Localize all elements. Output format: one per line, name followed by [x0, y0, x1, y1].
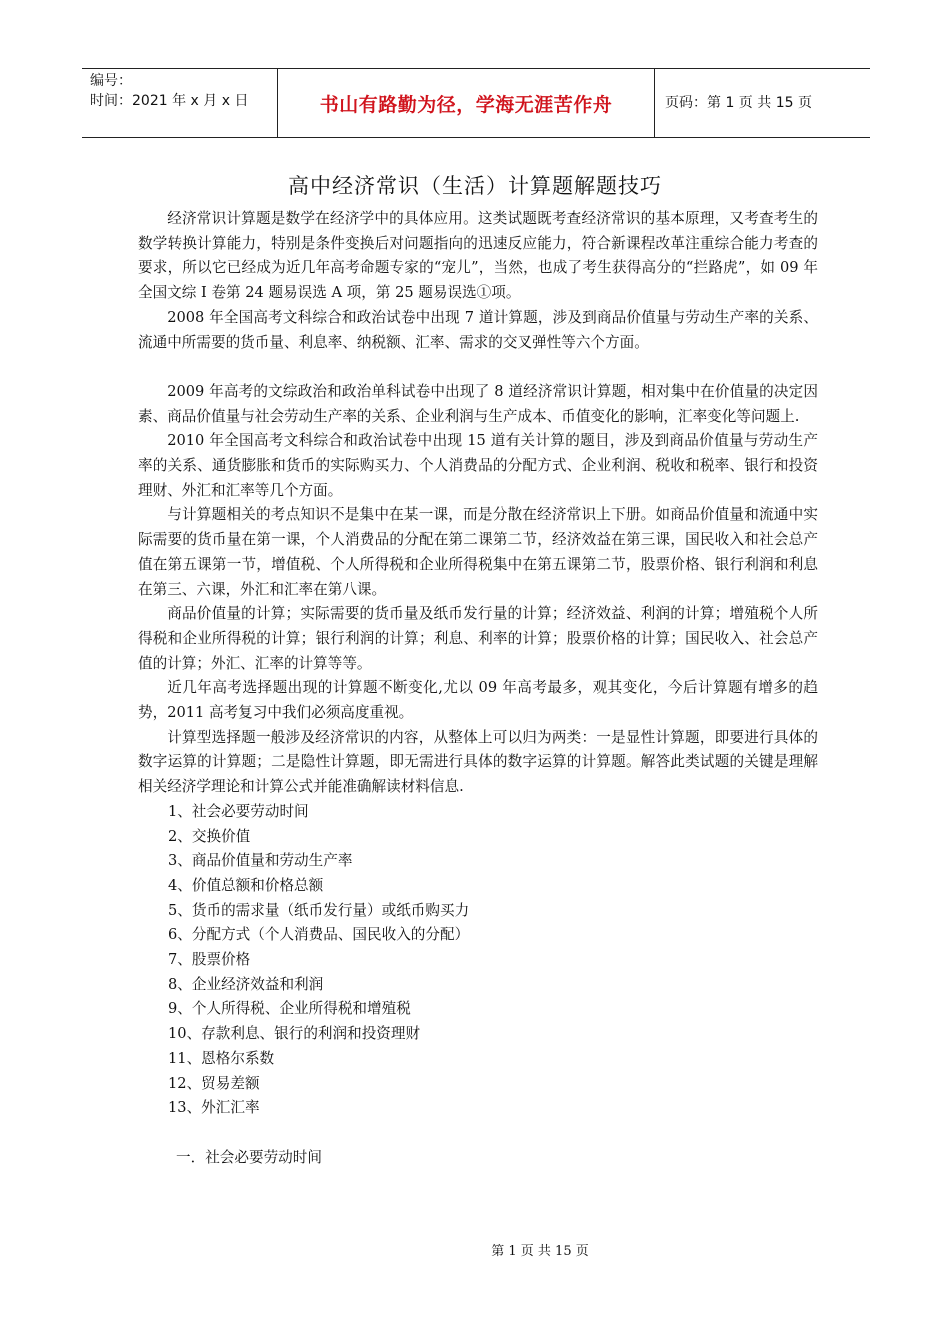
blank-line — [138, 355, 818, 380]
list-item: 6、分配方式（个人消费品、国民收入的分配） — [168, 926, 470, 944]
list-item: 10、存款利息、银行的利润和投资理财 — [168, 1025, 421, 1043]
document-body — [138, 207, 818, 1170]
paragraph: 近几年高考选择题出现的计算题不断变化,尤以 09 年高考最多，观其变化，今后计算题有增多的趋势，2011 高考复习中我们必须高度重视。 — [138, 679, 818, 722]
header-page-cell — [655, 69, 870, 137]
document-title: 高中经济常识（生活）计算题解题技巧 — [288, 174, 662, 198]
number-label: 编号： — [90, 73, 132, 89]
document-header — [82, 68, 870, 138]
list-item: 4、价值总额和价格总额 — [168, 876, 324, 894]
header-motto-cell — [278, 69, 655, 137]
list-item: 8、企业经济效益和利润 — [168, 975, 324, 993]
date-label: 时间：2021 年 x 月 x 日 — [90, 93, 249, 109]
list-item: 11、恩格尔系数 — [168, 1049, 275, 1067]
list-item: 3、商品价值量和劳动生产率 — [168, 852, 353, 870]
paragraph: 与计算题相关的考点知识不是集中在某一课，而是分散在经济常识上下册。如商品价值量和流通中实际需要的货币量在第一课，个人消费品的分配在第二课第二节，经济效益在第三课，国民收入和社会总产值在第五课第一节，增值税、个人所得税和企业所得税集中在第五课第二节，股票价格、银行利润和利息在第三、六课，外汇和汇率在第八课。 — [138, 506, 818, 598]
list-item: 9、个人所得税、企业所得税和增殖税 — [168, 1000, 411, 1018]
list-item: 12、贸易差额 — [168, 1074, 260, 1092]
motto: 书山有路勤为径，学海无涯苦作舟 — [319, 93, 613, 116]
blank-line — [138, 1121, 818, 1146]
list-item: 5、货币的需求量（纸币发行量）或纸币购买力 — [168, 901, 470, 919]
topic-list — [138, 800, 818, 1121]
paragraph: 计算型选择题一般涉及经济常识的内容，从整体上可以归为两类：一是显性计算题，即要进行具体的数字运算的计算题；二是隐性计算题，即无需进行具体的数字运算的计算题。解答此类试题的关键是理解相关经济学理论和计算公式并能准确解读材料信息. — [138, 728, 818, 796]
paragraph: 2010 年全国高考文科综合和政治试卷中出现 15 道有关计算的题目，涉及到商品价值量与劳动生产率的关系、通货膨胀和货币的实际购买力、个人消费品的分配方式、企业利润、税收和税率、银行和投资理财、外汇和汇率等几个方面。 — [138, 432, 818, 499]
header-meta — [82, 69, 278, 137]
list-item: 7、股票价格 — [168, 951, 251, 969]
list-item: 1、社会必要劳动时间 — [168, 802, 309, 820]
paragraph: 2008 年全国高考文科综合和政治试卷中出现 7 道计算题，涉及到商品价值量与劳动生产率的关系、流通中所需要的货币量、利息率、纳税额、汇率、需求的交叉弹性等六个方面。 — [138, 308, 818, 351]
page-info: 页码：第 1 页 共 15 页 — [665, 95, 812, 111]
paragraph: 经济常识计算题是数学在经济学中的具体应用。这类试题既考查经济常识的基本原理，又考查考生的数学转换计算能力，特别是条件变换后对问题指向的迅速反应能力，符合新课程改革注重综合能力考查的要求，所以它已经成为近几年高考命题专家的“宠儿”，当然，也成了考生获得高分的“拦路虎”，如 09 年全国文综 I 卷第 24 题易误选 A 项，第 25 题易误选①项。 — [138, 210, 818, 302]
paragraph: 商品价值量的计算；实际需要的货币量及纸币发行量的计算；经济效益、利润的计算；增殖税个人所得税和企业所得税的计算；银行利润的计算；利息、利率的计算；股票价格的计算；国民收入、社会总产值的计算；外汇、汇率的计算等等。 — [138, 605, 818, 672]
list-item: 13、外汇汇率 — [168, 1099, 260, 1117]
section-heading: 一．社会必要劳动时间 — [176, 1148, 322, 1166]
page-footer: 第 1 页 共 15 页 — [491, 1244, 589, 1259]
paragraph: 2009 年高考的文综政治和政治单科试卷中出现了 8 道经济常识计算题，相对集中在价值量的决定因素、商品价值量与社会劳动生产率的关系、企业利润与生产成本、币值变化的影响，汇率变化等问题上. — [138, 382, 818, 425]
list-item: 2、交换价值 — [168, 827, 251, 845]
